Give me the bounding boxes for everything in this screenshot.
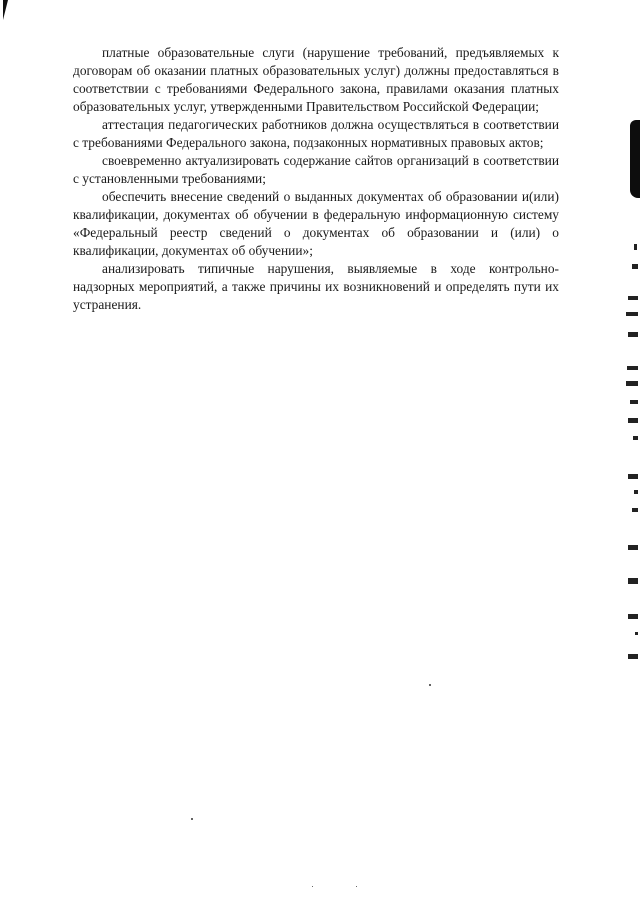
- paragraph-federal-registry: обеспечить внесение сведений о выданных документах об образовании и(или) квалификации, документах об обучении в федеральную информационную систему «Федеральный реестр сведений о документах об образовании и (или) о квалификации, документах об обучении»;: [73, 189, 559, 258]
- paragraph-teacher-attestation: аттестация педагогических работников должна осуществляться в соответствии с требованиями Федерального закона, подзаконных нормативных правовых актов;: [73, 117, 559, 150]
- scan-speck: [429, 684, 431, 686]
- scan-speck: [356, 886, 357, 887]
- scan-corner-mark: [3, 0, 10, 20]
- paragraph-violation-analysis: анализировать типичные нарушения, выявляемые в ходе контрольно-надзорных мероприятий, а также причины их возникновений и определять пути их устранения.: [73, 261, 559, 312]
- paragraph-website-update: своевременно актуализировать содержание сайтов организаций в соответствии с установленными требованиями;: [73, 153, 559, 186]
- bleed-through-marks: [612, 0, 640, 905]
- scan-speck: [191, 818, 193, 820]
- document-body: [73, 44, 559, 314]
- scan-edge-artifacts: [612, 0, 640, 905]
- paragraph-paid-services: платные образовательные слуги (нарушение требований, предъявляемых к договорам об оказании платных образовательных услуг) должны предоставляться в соответствии с требованиями Федерального закона, правилами оказания платных образовательных услуг, утвержденными Правительством Российской Федерации;: [73, 45, 559, 114]
- scan-speck: [312, 886, 313, 887]
